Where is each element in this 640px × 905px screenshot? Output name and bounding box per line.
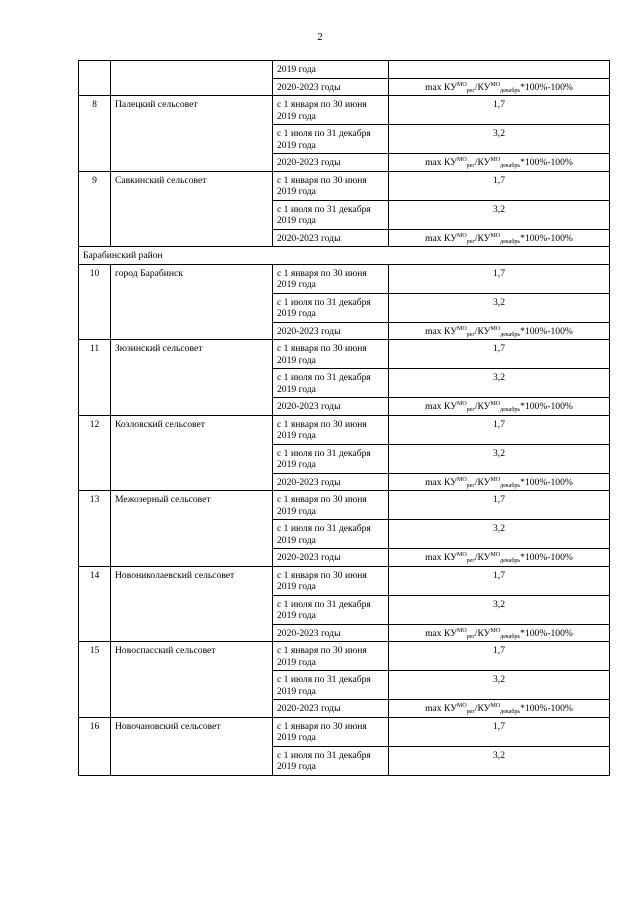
formula-sup-2: МО xyxy=(490,157,501,163)
value-cell: 1,7 xyxy=(389,415,610,444)
period-cell: с 1 июля по 31 декабря 2019 года xyxy=(273,200,389,229)
period-cell: с 1 июля по 31 декабря 2019 года xyxy=(273,444,389,473)
formula-divider: /КУ xyxy=(474,552,491,563)
value-cell: 3,2 xyxy=(389,125,610,154)
settlement-name: Козловский сельсовет xyxy=(111,415,273,491)
formula-sub-1: рег xyxy=(466,558,475,564)
formula-sub-1: рег xyxy=(466,633,475,640)
settlement-name: Савкинский сельсовет xyxy=(111,171,273,247)
period-cell: 2020-2023 годы xyxy=(273,398,389,416)
formula-sub-1: рег xyxy=(466,709,475,715)
formula-suffix: *100%-100% xyxy=(520,627,573,639)
table-row xyxy=(79,642,610,671)
formula-sub-2: декабрь xyxy=(500,558,521,564)
value-cell: 1,7 xyxy=(389,491,610,520)
row-number: 14 xyxy=(79,566,111,642)
formula-cell xyxy=(389,78,610,96)
formula-sup-2: МО xyxy=(490,552,501,558)
formula-suffix: *100%-100% xyxy=(520,232,573,244)
formula-divider: /КУ xyxy=(474,401,491,412)
period-cell: 2019 года xyxy=(273,61,389,79)
row-number: 10 xyxy=(79,264,111,340)
period-cell: с 1 июля по 31 декабря 2019 года xyxy=(273,746,389,775)
settlement-name: Зюзинский сельсовет xyxy=(111,340,273,416)
formula-sub-2: декабрь xyxy=(500,407,521,413)
value-cell: 1,7 xyxy=(389,340,610,369)
formula-sub-2: декабрь xyxy=(500,331,521,338)
formula-sub-2: декабрь xyxy=(500,87,521,94)
formula-sub-2: декабрь xyxy=(500,163,521,169)
period-cell: с 1 января по 30 июня 2019 года xyxy=(273,96,389,125)
value-cell: 3,2 xyxy=(389,369,610,398)
formula-cell xyxy=(389,398,610,416)
formula-divider: /КУ xyxy=(474,232,491,244)
value-cell: 3,2 xyxy=(389,200,610,229)
period-cell: с 1 июля по 31 декабря 2019 года xyxy=(273,125,389,154)
formula-sub-2: декабрь xyxy=(500,633,521,640)
index-formula xyxy=(425,552,573,563)
formula-sub-1: рег xyxy=(466,407,475,413)
period-cell: с 1 июля по 31 декабря 2019 года xyxy=(273,671,389,700)
settlement-name: Новочановский сельсовет xyxy=(111,717,273,775)
index-formula xyxy=(425,401,573,412)
formula-cell xyxy=(389,229,610,247)
formula-suffix: *100%-100% xyxy=(520,401,573,412)
formula-sup-1: МО xyxy=(457,232,467,239)
table-row xyxy=(79,566,610,595)
period-cell: с 1 июля по 31 декабря 2019 года xyxy=(273,369,389,398)
formula-sub-1: рег xyxy=(466,482,475,489)
period-cell: 2020-2023 годы xyxy=(273,154,389,172)
period-cell: 2020-2023 годы xyxy=(273,78,389,96)
value-cell: 3,2 xyxy=(389,293,610,322)
period-cell: с 1 января по 30 июня 2019 года xyxy=(273,566,389,595)
formula-sub-1: рег xyxy=(466,238,475,245)
index-formula xyxy=(425,477,573,488)
formula-sup-2: МО xyxy=(490,401,501,407)
period-cell: с 1 июля по 31 декабря 2019 года xyxy=(273,293,389,322)
row-number xyxy=(79,61,111,96)
period-cell: с 1 января по 30 июня 2019 года xyxy=(273,642,389,671)
value-cell xyxy=(389,61,610,79)
formula-sup-2: МО xyxy=(490,232,501,239)
formula-divider: /КУ xyxy=(474,703,491,714)
table-row xyxy=(79,491,610,520)
row-number: 11 xyxy=(79,340,111,416)
formula-sup-2: МО xyxy=(490,703,501,709)
row-number: 12 xyxy=(79,415,111,491)
formula-sub-1: рег xyxy=(466,331,475,338)
formula-prefix: max КУ xyxy=(425,81,457,93)
formula-cell xyxy=(389,549,610,567)
table-row xyxy=(79,171,610,200)
settlement-name: город Барабинск xyxy=(111,264,273,340)
value-cell: 3,2 xyxy=(389,520,610,549)
region-label: Барабинский район xyxy=(79,247,610,265)
period-cell: 2020-2023 годы xyxy=(273,624,389,642)
formula-suffix: *100%-100% xyxy=(520,476,573,488)
table-row xyxy=(79,264,610,293)
settlement-name: Новониколаевский сельсовет xyxy=(111,566,273,642)
formula-prefix: max КУ xyxy=(425,401,457,412)
formula-cell xyxy=(389,322,610,340)
region-row xyxy=(79,247,610,265)
period-cell: 2020-2023 годы xyxy=(273,229,389,247)
table-row xyxy=(79,415,610,444)
formula-sub-2: декабрь xyxy=(500,238,521,245)
formula-suffix: *100%-100% xyxy=(520,325,573,337)
formula-sup-2: МО xyxy=(490,627,501,634)
formula-prefix: max КУ xyxy=(425,476,457,488)
table-section-previous-district xyxy=(79,96,610,247)
formula-sup-1: МО xyxy=(457,703,467,709)
value-cell: 3,2 xyxy=(389,595,610,624)
table-row xyxy=(79,96,610,125)
settlement-name: Межозерный сельсовет xyxy=(111,491,273,567)
formula-sup-2: МО xyxy=(490,476,501,483)
period-cell: 2020-2023 годы xyxy=(273,549,389,567)
period-cell: с 1 января по 30 июня 2019 года xyxy=(273,340,389,369)
period-cell: 2020-2023 годы xyxy=(273,700,389,718)
formula-divider: /КУ xyxy=(474,325,491,337)
formula-sub-1: рег xyxy=(466,163,475,169)
formula-sup-1: МО xyxy=(457,81,467,88)
period-cell: 2020-2023 годы xyxy=(273,473,389,491)
formula-cell xyxy=(389,700,610,718)
value-cell: 1,7 xyxy=(389,171,610,200)
formula-sup-1: МО xyxy=(457,325,467,332)
formula-suffix: *100%-100% xyxy=(520,703,573,714)
formula-prefix: max КУ xyxy=(425,325,457,337)
row-number: 9 xyxy=(79,171,111,247)
page-number: 2 xyxy=(317,31,323,43)
period-cell: с 1 января по 30 июня 2019 года xyxy=(273,491,389,520)
index-formula xyxy=(425,82,573,93)
period-cell: с 1 января по 30 июня 2019 года xyxy=(273,264,389,293)
period-cell: 2020-2023 годы xyxy=(273,322,389,340)
formula-prefix: max КУ xyxy=(425,703,457,714)
period-cell: с 1 июля по 31 декабря 2019 года xyxy=(273,520,389,549)
settlement-name: Палецкий сельсовет xyxy=(111,96,273,172)
formula-sup-1: МО xyxy=(457,157,467,163)
table-section-barabinsk-district xyxy=(79,264,610,775)
formula-suffix: *100%-100% xyxy=(520,81,573,93)
value-cell: 1,7 xyxy=(389,566,610,595)
formula-divider: /КУ xyxy=(474,157,491,168)
formula-sub-2: декабрь xyxy=(500,482,521,489)
value-cell: 1,7 xyxy=(389,717,610,746)
formula-prefix: max КУ xyxy=(425,552,457,563)
value-cell: 3,2 xyxy=(389,746,610,775)
value-cell: 3,2 xyxy=(389,444,610,473)
row-number: 8 xyxy=(79,96,111,172)
value-cell: 1,7 xyxy=(389,264,610,293)
formula-prefix: max КУ xyxy=(425,627,457,639)
formula-sup-1: МО xyxy=(457,401,467,407)
formula-sub-2: декабрь xyxy=(500,709,521,715)
formula-sup-1: МО xyxy=(457,476,467,483)
formula-cell xyxy=(389,473,610,491)
formula-suffix: *100%-100% xyxy=(520,157,573,168)
period-cell: с 1 января по 30 июня 2019 года xyxy=(273,415,389,444)
row-number: 15 xyxy=(79,642,111,718)
row-number: 16 xyxy=(79,717,111,775)
formula-suffix: *100%-100% xyxy=(520,552,573,563)
index-formula xyxy=(425,326,573,337)
settlement-name xyxy=(111,61,273,96)
table-row xyxy=(79,340,610,369)
value-cell: 1,7 xyxy=(389,96,610,125)
period-cell: с 1 января по 30 июня 2019 года xyxy=(273,717,389,746)
formula-sup-1: МО xyxy=(457,552,467,558)
formula-sup-1: МО xyxy=(457,627,467,634)
index-formula xyxy=(425,157,573,168)
value-cell: 1,7 xyxy=(389,642,610,671)
tariff-table xyxy=(78,60,610,776)
settlement-name: Новоспасский сельсовет xyxy=(111,642,273,718)
row-number: 13 xyxy=(79,491,111,567)
formula-divider: /КУ xyxy=(474,627,491,639)
table-section-continued xyxy=(79,61,610,96)
table-row xyxy=(79,717,610,746)
formula-cell xyxy=(389,154,610,172)
formula-prefix: max КУ xyxy=(425,232,457,244)
formula-cell xyxy=(389,624,610,642)
period-cell: с 1 июля по 31 декабря 2019 года xyxy=(273,595,389,624)
index-formula xyxy=(425,703,573,714)
table-row xyxy=(79,61,610,79)
index-formula xyxy=(425,628,573,639)
formula-prefix: max КУ xyxy=(425,157,457,168)
period-cell: с 1 января по 30 июня 2019 года xyxy=(273,171,389,200)
formula-sup-2: МО xyxy=(490,81,501,88)
formula-divider: /КУ xyxy=(474,476,491,488)
value-cell: 3,2 xyxy=(389,671,610,700)
index-formula xyxy=(425,233,573,244)
formula-divider: /КУ xyxy=(474,81,491,93)
formula-sup-2: МО xyxy=(490,325,501,332)
table-section-region-header xyxy=(79,247,610,265)
formula-sub-1: рег xyxy=(466,87,475,94)
